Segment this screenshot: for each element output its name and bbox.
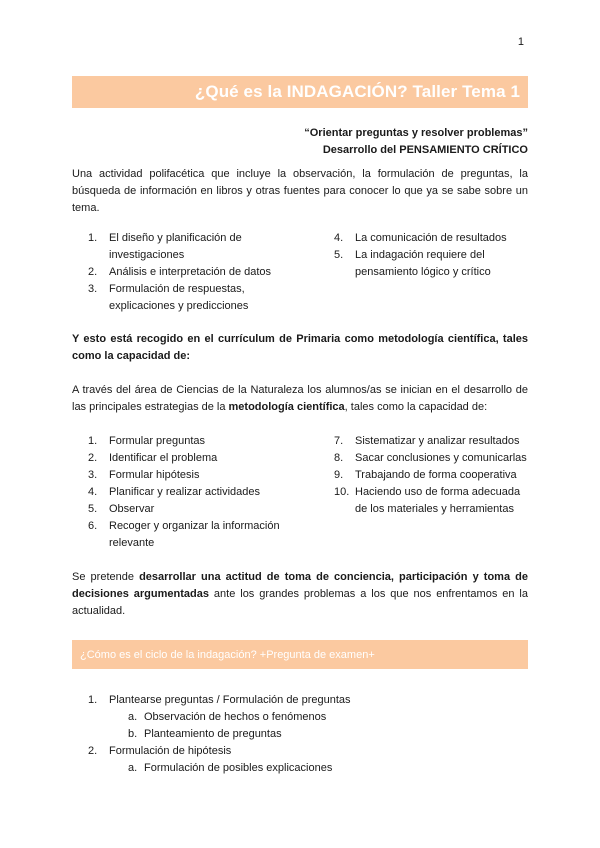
curriculum-statement: Y esto está recogido en el currículum de Primaria como metodología científica, tales como la capacidad de: — [72, 333, 528, 362]
list-item: 5. Observar — [88, 503, 155, 515]
activities-list-right — [318, 230, 528, 281]
list-item: 1. El diseño y planificación de investigaciones — [88, 232, 242, 261]
subtitle-heading: Desarrollo del PENSAMIENTO CRÍTICO — [322, 144, 528, 156]
subtitle-block — [304, 125, 528, 159]
list-item: 2. Análisis e interpretación de datos — [88, 266, 272, 278]
list-item: 10. Haciendo uso de forma adecuada de los materiales y herramientas — [334, 486, 521, 515]
list-item: 3. Formular hipótesis — [88, 469, 200, 481]
list-item: 3. Formulación de respuestas, explicaciones y predicciones — [88, 283, 249, 312]
list-item: 5. La indagación requiere del pensamiento lógico y crítico — [334, 249, 491, 278]
capacities-list-left — [72, 433, 292, 552]
section-title: ¿Cómo es el ciclo de la indagación? +Pregunta de examen+ — [80, 648, 375, 661]
subtitle-quote: “Orientar preguntas y resolver problemas” — [304, 127, 528, 139]
sub-list-item: b. Planteamiento de preguntas — [128, 728, 282, 740]
sub-list-container — [72, 709, 528, 743]
sub-list-container — [72, 760, 528, 777]
sub-list — [72, 709, 528, 743]
intro-paragraph: Una actividad polifacética que incluye la observación, la formulación de preguntas, la búsqueda de información en libros y otras fuentes para conocer lo que ya se sabe sobre un tema. — [72, 168, 528, 214]
sub-list-item: a. Formulación de posibles explicaciones — [128, 762, 333, 774]
list-item: 2. Formulación de hipótesis — [88, 745, 232, 757]
list-item: 6. Recoger y organizar la información relevante — [88, 520, 280, 549]
cycle-list — [72, 692, 528, 777]
sub-list-item: a. Observación de hechos o fenómenos — [128, 711, 327, 723]
page-title: ¿Qué es la INDAGACIÓN? Taller Tema 1 — [194, 82, 520, 101]
list-item: 7. Sistematizar y analizar resultados — [334, 435, 520, 447]
list-item: 4. Planificar y realizar actividades — [88, 486, 261, 498]
area-paragraph: A través del área de Ciencias de la Naturaleza los alumnos/as se inician en el desarrollo de las principales estrategias de la metodología científica, tales como la capacidad de: — [72, 384, 528, 413]
goal-paragraph: Se pretende desarrollar una actitud de toma de conciencia, participación y toma de decisiones argumentadas ante los grandes problemas a los que nos enfrentamos en la actualidad. — [72, 571, 528, 617]
list-item: 2. Identificar el problema — [88, 452, 218, 464]
list-item: 1. Formular preguntas — [88, 435, 205, 447]
page-number: 1 — [517, 36, 524, 48]
list-item: 4. La comunicación de resultados — [334, 232, 507, 244]
list-item: 9. Trabajando de forma cooperativa — [334, 469, 517, 481]
list-item: 1. Plantearse preguntas / Formulación de preguntas — [88, 694, 351, 706]
section-banner — [72, 640, 528, 669]
list-item: 8. Sacar conclusiones y comunicarlas — [334, 452, 527, 464]
title-banner — [72, 76, 528, 108]
capacities-list-right — [318, 433, 528, 518]
activities-list-left — [72, 230, 282, 315]
sub-list — [72, 760, 528, 777]
